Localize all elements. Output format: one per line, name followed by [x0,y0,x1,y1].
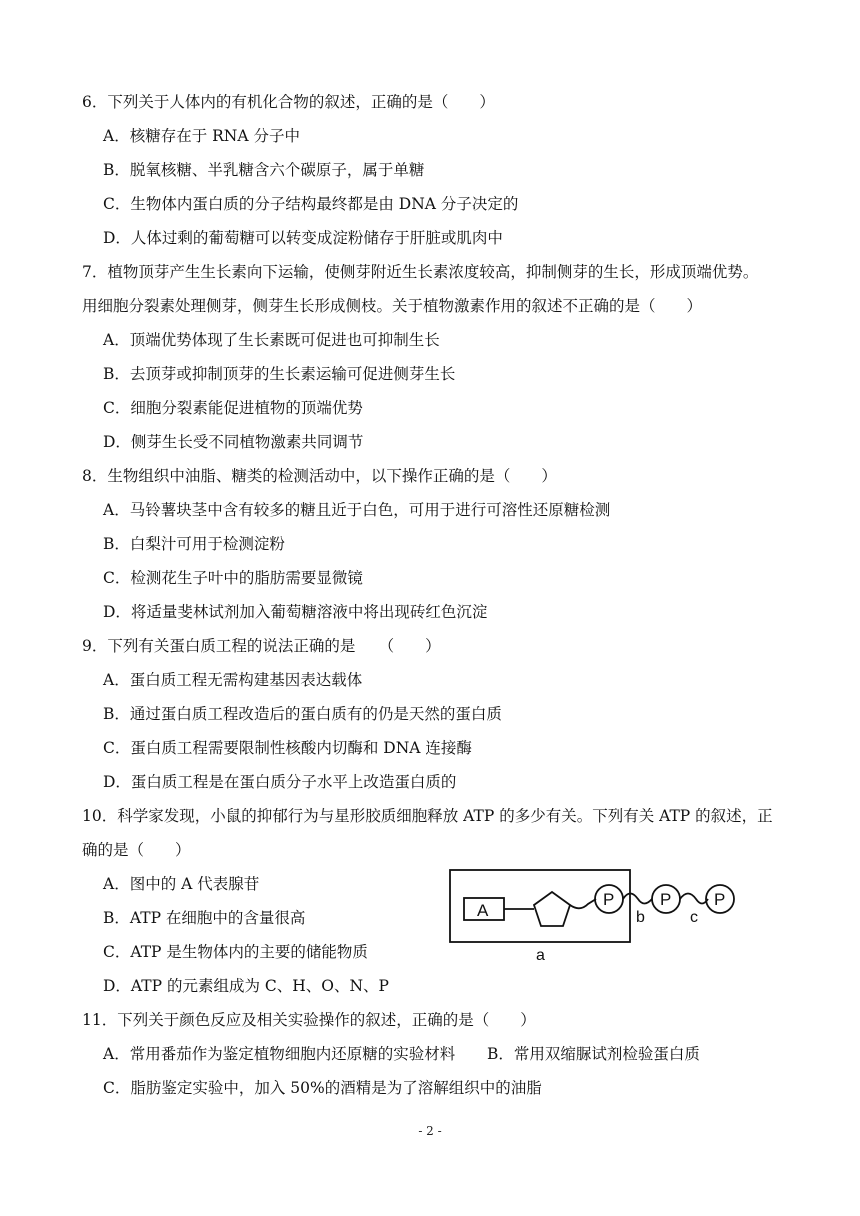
question-9-option-d: D．蛋白质工程是在蛋白质分子水平上改造蛋白质的 [103,773,457,791]
question-10-stem-cont: 确的是（ ） [82,841,191,859]
ribose-pentagon [534,892,570,926]
question-11-option-b: B．常用双缩脲试剂检验蛋白质 [487,1045,700,1063]
label-p-1: P [603,890,615,909]
question-6-option-a: A．核糖存在于 RNA 分子中 [103,127,300,145]
question-11-option-a: A．常用番茄作为鉴定植物细胞内还原糖的实验材料 [103,1045,456,1063]
label-a-box: a [536,947,545,964]
question-7-stem: 7．植物顶芽产生生长素向下运输，使侧芽附近生长素浓度较高，抑制侧芽的生长，形成顶端优势。 [82,263,759,281]
question-6-option-d: D．人体过剩的葡萄糖可以转变成淀粉储存于肝脏或肌肉中 [103,229,503,247]
question-11-option-c: C．脂肪鉴定实验中，加入 50%的酒精是为了溶解组织中的油脂 [103,1079,542,1097]
question-11-stem: 11．下列关于颜色反应及相关实验操作的叙述，正确的是（ ） [82,1011,536,1029]
label-a-adenine: A [477,901,489,920]
question-10-option-b: B．ATP 在细胞中的含量很高 [103,909,306,927]
question-7-option-c: C．细胞分裂素能促进植物的顶端优势 [103,399,363,417]
question-8-option-d: D．将适量斐林试剂加入葡萄糖溶液中将出现砖红色沉淀 [103,603,488,621]
question-7-option-b: B．去顶芽或抑制顶芽的生长素运输可促进侧芽生长 [103,365,456,383]
question-10-option-d: D．ATP 的元素组成为 C、H、O、N、P [103,977,389,995]
atp-structure-diagram [448,866,740,966]
question-6-option-b: B．脱氧核糖、半乳糖含六个碳原子，属于单糖 [103,161,425,179]
question-9-option-a: A．蛋白质工程无需构建基因表达载体 [103,671,363,689]
question-7-option-d: D．侧芽生长受不同植物激素共同调节 [103,433,364,451]
label-p-3: P [714,890,726,909]
question-6-stem: 6．下列关于人体内的有机化合物的叙述，正确的是（ ） [82,93,495,111]
question-7-option-a: A．顶端优势体现了生长素既可促进也可抑制生长 [103,331,440,349]
question-8-stem: 8．生物组织中油脂、糖类的检测活动中，以下操作正确的是（ ） [82,467,557,485]
label-p-2: P [660,890,672,909]
question-8-option-c: C．检测花生子叶中的脂肪需要显微镜 [103,569,363,587]
question-10-stem: 10．科学家发现，小鼠的抑郁行为与星形胶质细胞释放 ATP 的多少有关。下列有关 ATP 的叙述，正 [82,807,773,825]
question-7-stem-cont: 用细胞分裂素处理侧芽，侧芽生长形成侧枝。关于植物激素作用的叙述不正确的是（ ） [82,297,703,315]
label-b: b [636,909,645,926]
label-c: c [690,909,698,926]
question-8-option-b: B．白梨汁可用于检测淀粉 [103,535,285,553]
question-10-option-a: A．图中的 A 代表腺苷 [103,875,260,893]
question-9-option-c: C．蛋白质工程需要限制性核酸内切酶和 DNA 连接酶 [103,739,472,757]
question-8-option-a: A．马铃薯块茎中含有较多的糖且近于白色，可用于进行可溶性还原糖检测 [103,501,611,519]
question-9-option-b: B．通过蛋白质工程改造后的蛋白质有的仍是天然的蛋白质 [103,705,502,723]
question-9-stem: 9．下列有关蛋白质工程的说法正确的是 （ ） [82,637,441,655]
page-number: - 2 - [418,1124,442,1138]
question-6-option-c: C．生物体内蛋白质的分子结构最终都是由 DNA 分子决定的 [103,195,519,213]
question-10-option-c: C．ATP 是生物体内的主要的储能物质 [103,943,368,961]
